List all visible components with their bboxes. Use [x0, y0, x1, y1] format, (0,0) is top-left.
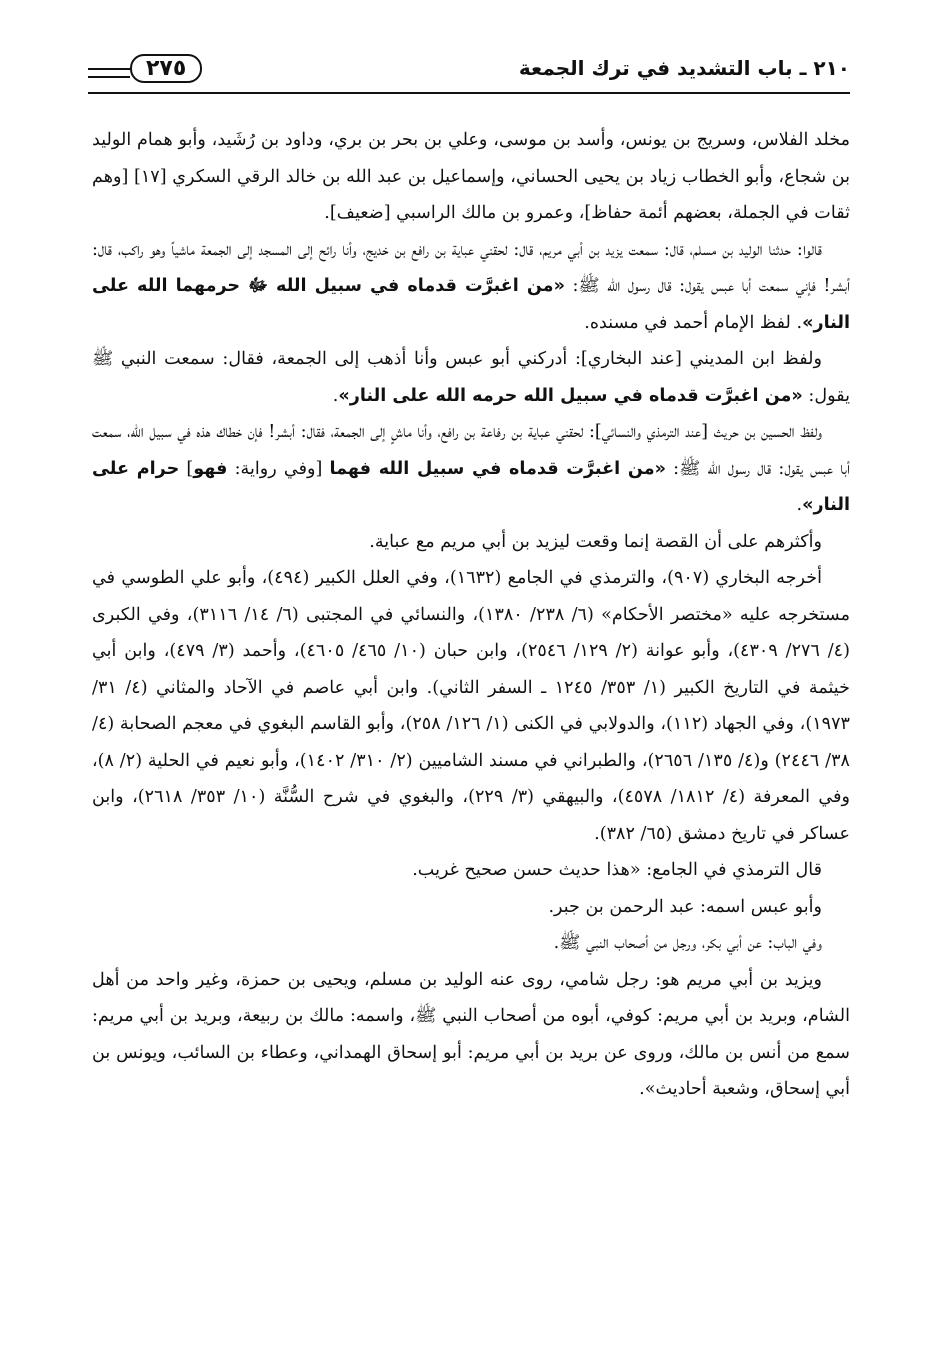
- paragraph-text: .: [332, 385, 339, 406]
- hadith-text: فهو: [193, 458, 228, 479]
- page-number: ٢٧٥: [130, 54, 202, 83]
- paragraph: [92, 889, 850, 926]
- paragraph: [92, 524, 850, 561]
- hadith-text: «من اغبرَّت قدماه في سبيل الله حرمه الله على النار»: [338, 385, 803, 406]
- paragraph-text: وأبو عبس اسمه: عبد الرحمن بن جبر.: [548, 896, 822, 917]
- paragraph-text: ولفظ ابن المديني [عند البخاري]: أدركني أبو عبس وأنا أذهب إلى الجمعة، فقال: سمعت النبي ﷺ يقول:: [92, 349, 850, 406]
- paragraph-text: وفي الباب: عن أبي بكر، ورجل من أصحاب النبي ﷺ.: [553, 933, 822, 953]
- page-header: [88, 48, 850, 92]
- paragraph-text: أخرجه البخاري (٩٠٧)، والترمذي في الجامع (١٦٣٢)، وفي العلل الكبير (٤٩٤)، وأبو علي الطوسي في مستخرجه عليه «مختصر الأحكام» (٦/ ٢٣٨/ ١٣٨٠)، والنسائي في المجتبى (٦/ ١٤/ ٣١١٦)، وفي الكبرى (٤/ ٢٧٦/ ٤٣٠٩)، وأبو عوانة (٢/ ١٢٩/ ٢٥٤٦)، وابن حبان (١٠/ ٤٦٥/ ٤٦٠٥)، وأحمد (٣/ ٤٧٩)، وابن أبي خيثمة في التاريخ الكبير (١/ ٣٥٣/ ١٢٤٥ ـ السفر الثاني). وابن أبي عاصم في الآحاد والمثاني (٤/ ٣١/ ١٩٧٣)، وفي الجهاد (١١٢)، والدولابي في الكنى (١/ ١٢٦/ ٢٥٨)، وأبو القاسم البغوي في معجم الصحابة (٤/ ٣٨/ ٢٤٤٦) و(٤/ ١٣٥/ ٢٦٥٦)، والطبراني في مسند الشاميين (٢/ ٣١٠/ ١٤٠٢)، وأبو نعيم في الحلية (٢/ ٨)، وفي المعرفة (٤/ ١٨١٢/ ٤٥٧٨)، والبيهقي (٣/ ٢٢٩)، والبغوي في شرح السُّنَّة (١٠/ ٣٥٣/ ٢٦١٨)، وابن عساكر في تاريخ دمشق (٦٥/ ٣٨٢).: [92, 568, 851, 844]
- body-text: [92, 122, 850, 1108]
- paragraph: [92, 122, 850, 232]
- paragraph: [92, 232, 850, 342]
- hadith-text: «من اغبرَّت قدماه في سبيل الله ﷻ حرمهما الله على النار»: [92, 276, 850, 333]
- paragraph-text: ]: [179, 458, 194, 479]
- paragraph: [92, 962, 850, 1108]
- paragraph: [92, 925, 850, 962]
- paragraph-text: مخلد الفلاس، وسريج بن يونس، وأسد بن موسى، وعلي بن بحر بن بري، وداود بن رُشَيد، وأبو همام الوليد بن شجاع، وأبو الخطاب زياد بن يحيى الحساني، وإسماعيل بن عبد الله بن خالد الرقي السكري [١٧] [وهم ثقات في الجملة، بعضهم أئمة حفاظ]، وعمرو بن مالك الراسبي [ضعيف].: [92, 130, 850, 223]
- paragraph: [92, 341, 850, 414]
- hadith-text: «من اغبرَّت قدماه في سبيل الله فهما: [329, 458, 666, 479]
- hadith-text: حرام على النار»: [92, 458, 850, 515]
- paragraph: [92, 852, 850, 889]
- paragraph-text: .: [796, 495, 803, 515]
- paragraph-text: ويزيد بن أبي مريم هو: رجل شامي، روى عنه الوليد بن مسلم، ويحيى بن حمزة، وغير واحد من أهل الشام، وبريد بن أبي مريم: كوفي، أبوه من أصحاب النبي ﷺ، واسمه: مالك بن ربيعة، وبريد بن أبي مريم: سمع من أنس بن مالك، وروى عن بريد بن أبي مريم: أبو إسحاق الهمداني، وعطاء بن السائب، ويونس بن أبي إسحاق، وشعبة أحاديث».: [92, 969, 850, 1099]
- paragraph-text: [وفي رواية:: [227, 458, 330, 479]
- chapter-title: ٢١٠ ـ باب التشديد في ترك الجمعة: [518, 56, 850, 80]
- paragraph-text: . لفظ الإمام أحمد في مسنده.: [584, 312, 803, 333]
- paragraph-text: قالوا: حدثنا الوليد بن مسلم، قال: سمعت يزيد بن أبي مريم، قال: لحقني عباية بن رافع بن خديج، وأنا رائح إلى المسجد إلى الجمعة ماشياً وهو راكب، قال: أبشر! فإني سمعت أبا عبس يقول: قال رسول الله ﷺ:: [92, 239, 851, 296]
- paragraph-text: قال الترمذي في الجامع: «هذا حديث حسن صحيح غريب.: [412, 860, 822, 880]
- header-rule: [88, 92, 850, 97]
- header-double-rule: [88, 68, 130, 78]
- paragraph-text: وأكثرهم على أن القصة إنما وقعت ليزيد بن أبي مريم مع عباية.: [369, 531, 822, 552]
- paragraph: [92, 560, 850, 852]
- paragraph: [92, 414, 850, 524]
- paragraph-text: ولفظ الحسين بن حريث [عند الترمذي والنسائي]: لحقني عباية بن رفاعة بن رافع، وأنا ماشٍ إلى الجمعة، فقال: أبشر! فإن خطاك هذه في سبيل الله، سمعت أبا عبس يقول: قال رسول الله ﷺ:: [92, 422, 850, 479]
